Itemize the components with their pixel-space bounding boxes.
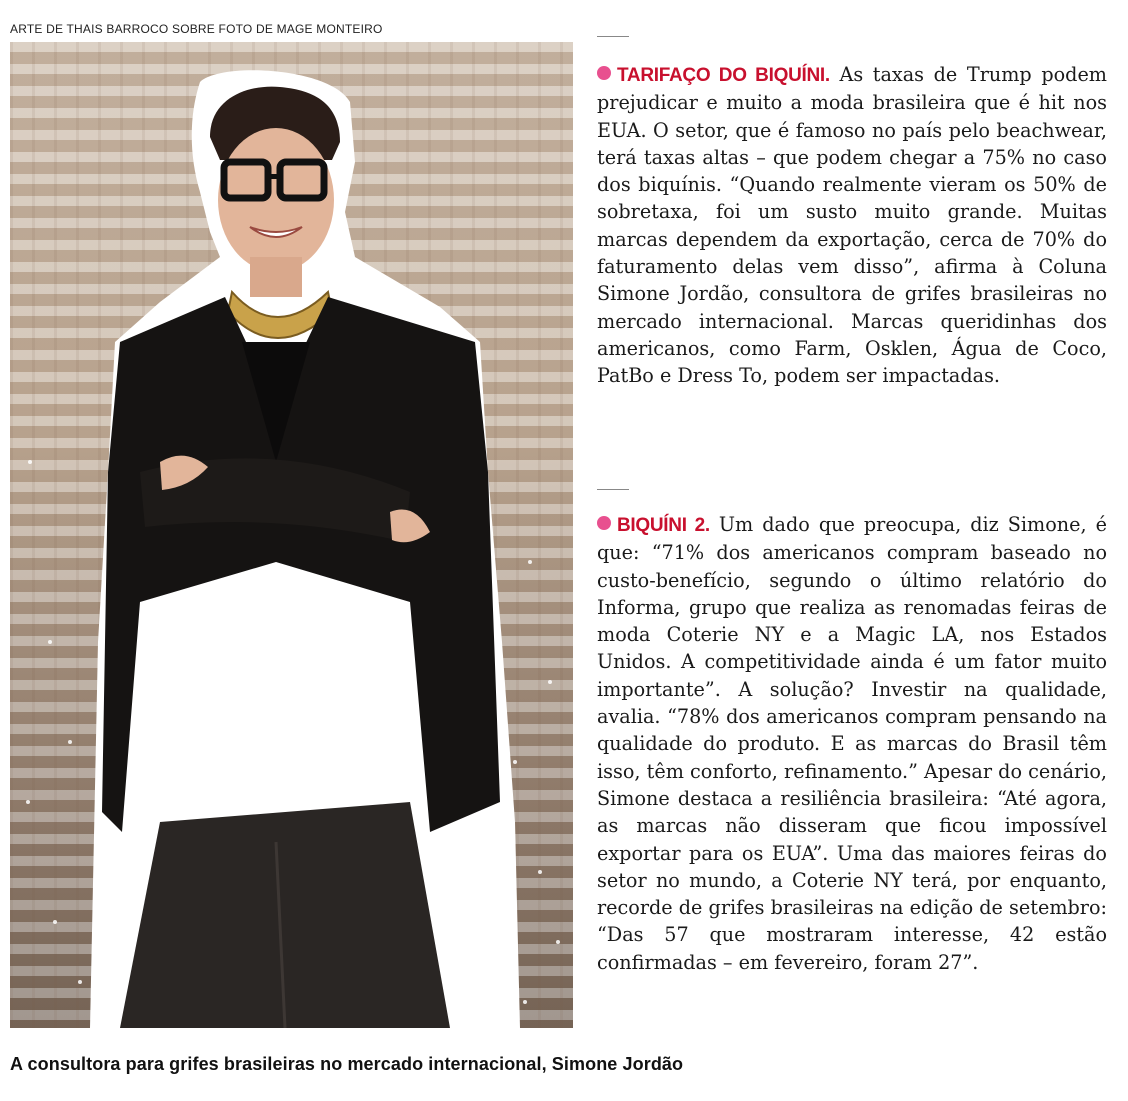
section-divider-1 bbox=[597, 36, 629, 37]
section-body: Um dado que preocupa, diz Simone, é que: “71% dos americanos compram baseado no custo-benefício, segundo o último relatório do Informa, grupo que realiza as renomadas feiras de moda Coterie NY e a Magic LA, nos Estados Unidos. A competitividade ainda é um fator muito importante”. A solução? Investir na qualidade, avalia. “78% dos americanos compram pensando na qualidade do produto. E as marcas do Brasil têm isso, têm conforto, refinamento.” Apesar do cenário, Simone destaca a resiliência brasileira: “Até agora, as marcas não disseram que ficou impossível exportar para os EUA”. Uma das maiores feiras do setor no mundo, a Coterie NY terá, por enquanto, recorde de grifes brasileiras na edição de setembro: “Das 57 que mostraram interesse, 42 estão confirmadas – em fevereiro, foram 27”. bbox=[597, 513, 1107, 974]
portrait-photo bbox=[10, 42, 573, 1028]
article-section-2 bbox=[597, 511, 1107, 976]
section-body: As taxas de Trump podem prejudicar e muito a moda brasileira que é hit nos EUA. O setor, que é famoso no país pelo beachwear, terá taxas altas – que podem chegar a 75% no caso dos biquínis. “Quando realmente vieram os 50% de sobretaxa, foi um susto muito grande. Muitas marcas dependem da exportação, cerca de 70% do faturamento delas vem disso”, afirma à Coluna Simone Jordão, consultora de grifes brasileiras no mercado internacional. Marcas queridinhas dos americanos, como Farm, Osklen, Água de Coco, PatBo e Dress To, podem ser impactadas. bbox=[597, 63, 1107, 388]
photo-credit: ARTE DE THAIS BARROCO SOBRE FOTO DE MAGE MONTEIRO bbox=[10, 22, 383, 36]
portrait-illustration bbox=[10, 42, 573, 1028]
article-section-1 bbox=[597, 61, 1107, 390]
photo-caption: A consultora para grifes brasileiras no mercado internacional, Simone Jordão bbox=[10, 1054, 684, 1074]
section-kicker: TARIFAÇO DO BIQUÍNI. bbox=[617, 65, 830, 86]
section-kicker: BIQUÍNI 2. bbox=[617, 515, 710, 536]
pink-bullet-icon bbox=[597, 516, 611, 530]
pink-bullet-icon bbox=[597, 66, 611, 80]
section-divider-2 bbox=[597, 489, 629, 490]
